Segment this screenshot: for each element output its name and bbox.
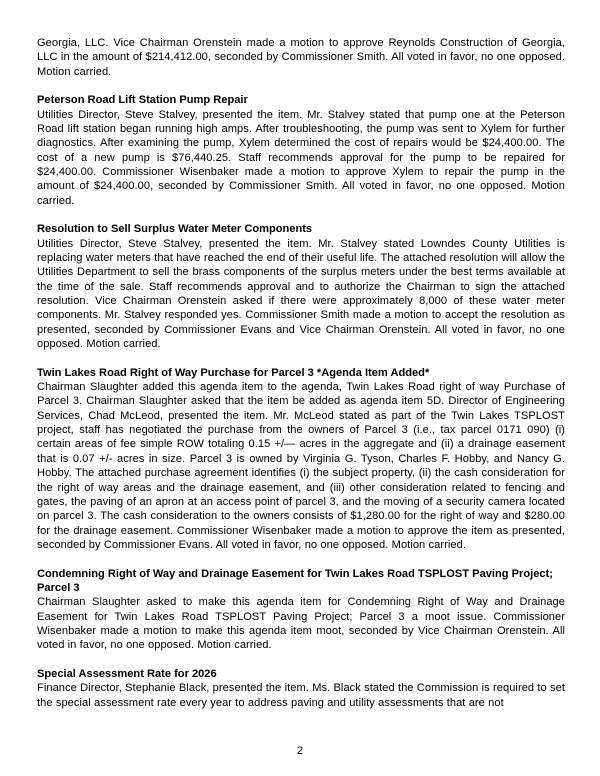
section-heading: Condemning Right of Way and Drainage Easement for Twin Lakes Road TSPLOST Paving Project; Parcel 3: [37, 567, 553, 594]
document-section: [37, 93, 565, 208]
section-heading: Special Assessment Rate for 2026: [37, 667, 217, 680]
section-paragraph: Utilities Director, Steve Stalvey, presented the item. Mr. Stalvey stated that pump one at the Peterson Road lift station began running high amps. After troubleshooting, the pump was sent to Xylem for further diagnostics. After examining the pump, Xylem determined the cost of repairs would be $24,400.00. The cost of a new pump is $76,440.25. Staff recommends approval for the pump to be repaired for $24,400.00. Commissioner Wisenbaker made a motion to approve Xylem to repair the pump in the amount of $24,400.00, seconded by Commissioner Smith. All voted in favor, no one opposed. Motion carried.: [37, 108, 565, 207]
document-section: [37, 222, 565, 351]
section-heading: Resolution to Sell Surplus Water Meter Components: [37, 223, 313, 236]
section-heading: Peterson Road Lift Station Pump Repair: [37, 94, 248, 107]
document-section: [37, 667, 565, 710]
section-paragraph: Georgia, LLC. Vice Chairman Orenstein made a motion to approve Reynolds Construction of Georgia, LLC in the amount of $214,412.00, seconded by Commissioner Smith. All voted in favor, no one opposed. Motion carried.: [37, 37, 565, 78]
section-paragraph: Utilities Director, Steve Stalvey, presented the item. Mr. Stalvey stated Lowndes County Utilities is replacing water meters that have reached the end of their useful life. The attached resolution will allow the Utilities Department to sell the brass components of the surplus meters under the best terms available at the time of the sale. Staff recommends approval and to authorize the Chairman to sign the attached resolution. Vice Chairman Orenstein asked if there were approximately 8,000 of these water meter components. Mr. Stalvey responded yes. Commissioner Smith made a motion to accept the resolution as presented, seconded by Commissioner Evans and Vice Chairman Orenstein. All voted in favor, no one opposed. Motion carried.: [37, 237, 565, 351]
document-section: [37, 567, 565, 653]
section-paragraph: Finance Director, Stephanie Black, presented the item. Ms. Black stated the Commission is required to set the special assessment rate every year to address paving and utility assessments that are not: [37, 682, 565, 709]
section-heading: Twin Lakes Road Right of Way Purchase for Parcel 3 *Agenda Item Added*: [37, 366, 430, 379]
document-section: [37, 36, 565, 79]
document-section: [37, 366, 565, 552]
section-paragraph: Chairman Slaughter asked to make this agenda item for Condemning Right of Way and Drainage Easement for Twin Lakes Road TSPLOST Paving Project; Parcel 3 a moot issue. Commissioner Wisenbaker made a motion to make this agenda item moot, seconded by Vice Chairman Orenstein. All voted in favor, no one opposed. Motion carried.: [37, 596, 565, 652]
document-body: [37, 36, 565, 710]
page-number: 2: [296, 745, 304, 757]
section-paragraph: Chairman Slaughter added this agenda item to the agenda, Twin Lakes Road right of way Purchase of Parcel 3. Chairman Slaughter asked that the item be added as agenda item 5D. Director of Engineering Services, Chad McLeod, presented the item. Mr. McLeod stated as part of the Twin Lakes TSPLOST project, staff has negotiated the purchase from the owners of Parcel 3 (i.e., tax parcel 0171 090) (i) certain areas of fee simple ROW totaling 0.15 +/— acres in the aggregate and (ii) a drainage easement that is 0.07 +/- acres in size. Parcel 3 is owned by Virginia G. Tyson, Charles F. Hobby, and Nancy G. Hobby. The attached purchase agreement identifies (i) the subject property, (ii) the cash consideration for the right of way areas and the drainage easement, and (iii) other consideration related to fencing and gates, the paving of an apron at an access point of parcel 3, and the moving of a security camera located on parcel 3. The cash consideration to the owners consists of $1,280.00 for the right of way and $280.00 for the drainage easement. Commissioner Wisenbaker made a motion to approve the item as presented, seconded by Commissioner Evans. All voted in favor, no one opposed. Motion carried.: [37, 381, 565, 551]
